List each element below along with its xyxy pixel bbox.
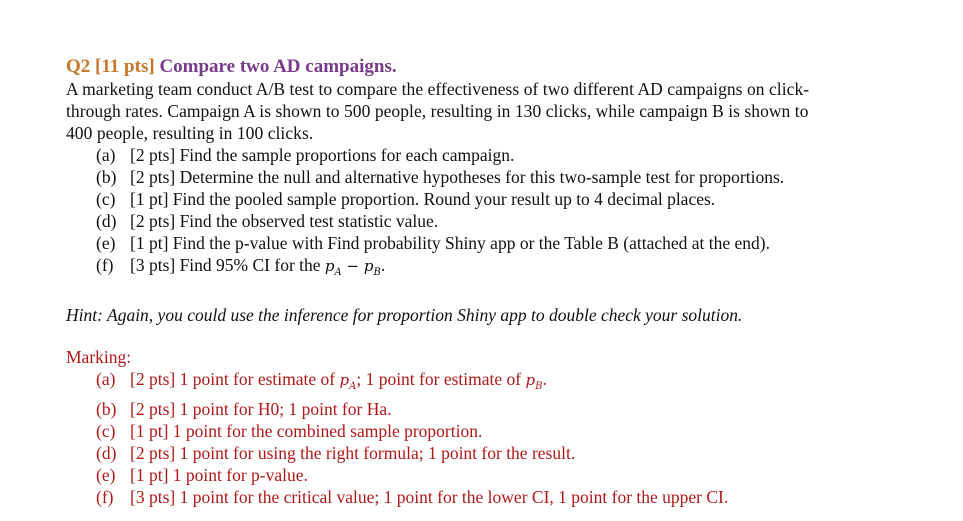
math-pa-minus-pb: $p_A - p_B$ (324, 257, 381, 278)
question-title-text: Compare two AD campaigns. (159, 56, 397, 77)
math-pa: $p_A$ (339, 371, 357, 392)
question-part-c: (c) [1 pt] Find the pooled sample proportion. Round your result up to 4 decimal places. (96, 189, 716, 209)
marking-item-c: (c) [1 pt] 1 point for the combined sample proportion. (96, 421, 483, 441)
marking-item-a: (a) [2 pts] 1 point for estimate of $p_A$; 1 point for estimate of $p_B$. (96, 369, 547, 392)
body-line-3: 400 people, resulting in 100 clicks. (66, 123, 314, 143)
marking-heading: Marking: (66, 347, 132, 367)
math-pb: $p_B$ (525, 371, 543, 392)
question-part-f: (f) [3 pts] Find 95% CI for the $p_A - p_B$. (96, 255, 386, 278)
marking-list (96, 368, 926, 508)
question-part-b: (b) [2 pts] Determine the null and alternative hypotheses for this two-sample test for proportions. (96, 167, 785, 187)
question-document (66, 56, 926, 508)
question-part-d: (d) [2 pts] Find the observed test statistic value. (96, 211, 439, 231)
body-line-2: through rates. Campaign A is shown to 500 people, resulting in 130 clicks, while campaign B is shown to (66, 101, 809, 121)
marking-item-d: (d) [2 pts] 1 point for using the right formula; 1 point for the result. (96, 443, 576, 463)
marking-section (66, 346, 926, 508)
question-number-points: Q2 [11 pts] (66, 56, 155, 77)
question-part-a: (a) [2 pts] Find the sample proportions for each campaign. (96, 145, 515, 165)
question-parts-list (96, 144, 926, 284)
question-body (66, 78, 926, 144)
hint-text: Hint: Again, you could use the inference for proportion Shiny app to double check your solution. (66, 305, 743, 325)
question-part-e: (e) [1 pt] Find the p-value with Find probability Shiny app or the Table B (attached at the end). (96, 233, 770, 253)
marking-item-f: (f) [3 pts] 1 point for the critical value; 1 point for the lower CI, 1 point for the upper CI. (96, 487, 729, 507)
marking-item-b: (b) [2 pts] 1 point for H0; 1 point for Ha. (96, 399, 392, 419)
question-title (66, 56, 926, 78)
body-line-1: A marketing team conduct A/B test to compare the effectiveness of two different AD campaigns on click- (66, 79, 810, 99)
marking-item-e: (e) [1 pt] 1 point for p-value. (96, 465, 308, 485)
